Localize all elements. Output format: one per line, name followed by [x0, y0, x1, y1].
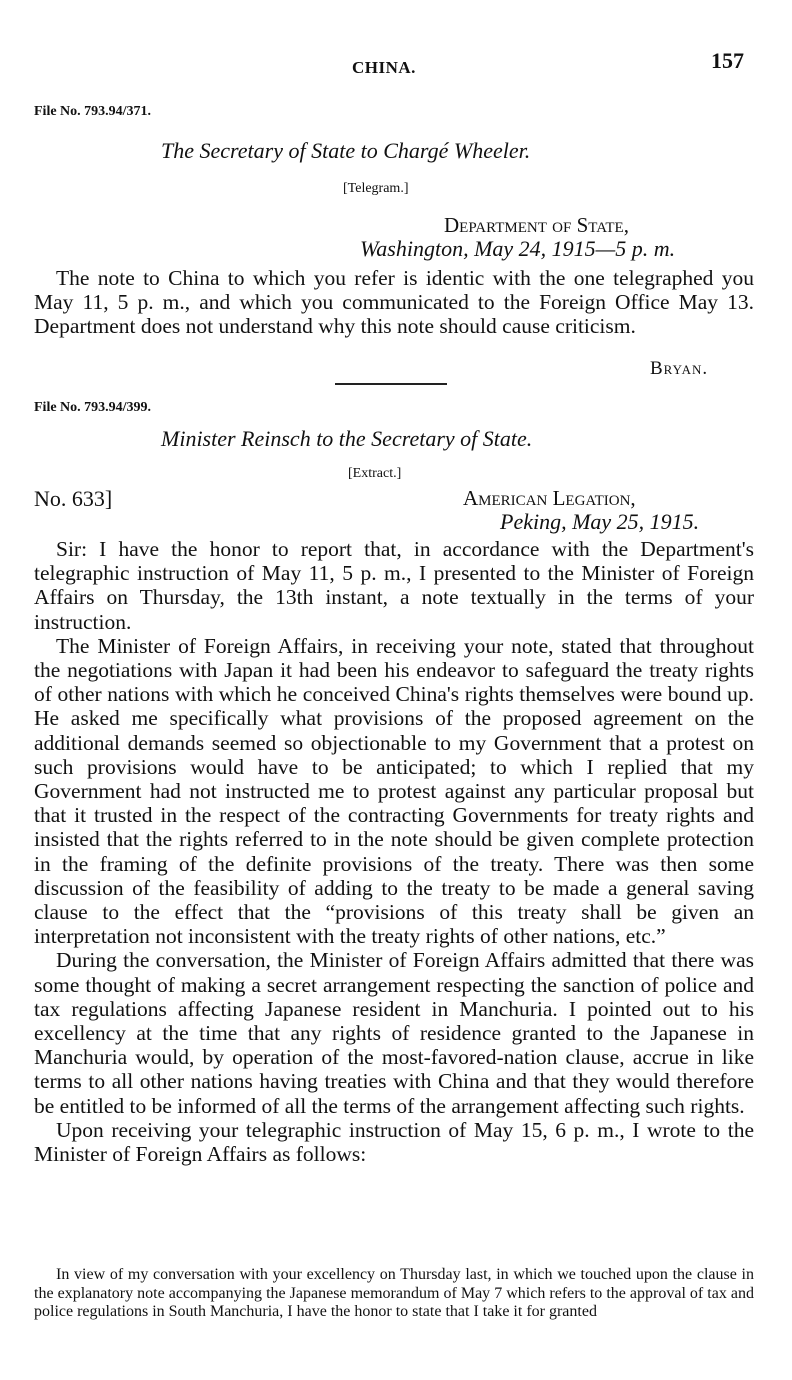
quoted-letter [34, 1266, 754, 1322]
department-line: Department of State, [444, 213, 629, 237]
paragraph-1: Sir: I have the honor to report that, in accordance with the Department's telegraphic instruction of May 11, 5 p. m., I presented to the Minister of Foreign Affairs on Thursday, the 13th instant, a note textually in the terms of your instruction. [34, 537, 754, 634]
telegram-body [34, 266, 754, 339]
telegram-paragraph: The note to China to which you refer is identic with the one telegraphed you May 11, 5 p. m., and which you communicated to the Foreign Office May 13. Department does not understand why this note should cause criticism. [34, 266, 754, 339]
dispatch-body [34, 537, 754, 1166]
section-divider [335, 383, 447, 385]
extract-note: [Extract.] [348, 466, 402, 481]
running-header-title: CHINA. [352, 58, 416, 77]
place-date-2: Peking, May 25, 1915. [500, 509, 700, 534]
letter-heading-1: The Secretary of State to Chargé Wheeler. [161, 138, 531, 163]
paragraph-4: Upon receiving your telegraphic instruction of May 15, 6 p. m., I wrote to the Minister of Foreign Affairs as follows: [34, 1117, 754, 1167]
file-number-2: File No. 793.94/399. [34, 400, 152, 415]
telegram-note: [Telegram.] [343, 181, 409, 196]
paragraph-3: During the conversation, the Minister of Foreign Affairs admitted that there was some thought of making a secret arrangement respecting the sanction of police and tax regulations affecting Japanese resident in Manchuria. I pointed out to his excellency at the time that any rights of residence granted to the Japanese in Manchuria would, by operation of the most-favored-nation clause, accrue in like terms to all other nations having treaties with China and that they would therefore be entitled to be informed of all the terms of the arrangement affecting such rights. [34, 948, 754, 1118]
page-number: 157 [711, 48, 744, 73]
letter-heading-2: Minister Reinsch to the Secretary of State. [161, 426, 533, 451]
signature: Bryan. [650, 358, 709, 379]
file-number-1: File No. 793.94/371. [34, 104, 152, 119]
quoted-paragraph: In view of my conversation with your excellency on Thursday last, in which we touched upon the clause in the explanatory note accompanying the Japanese memorandum of May 7 which refers to the approval of tax and police regulations in South Manchuria, I have the honor to state that I take it for granted [34, 1266, 754, 1321]
paragraph-2: The Minister of Foreign Affairs, in receiving your note, stated that throughout the negotiations with Japan it had been his endeavor to safeguard the treaty rights of other nations with which he conceived China's rights themselves were bound up. He asked me specifically what provisions of the proposed agreement on the additional demands seemed so objectionable to my Government that a protest on such provisions would have to be anticipated; to which I replied that my Government had not instructed me to protest against any particular proposal but that it trusted in the respect of the contracting Governments for treaty rights and insisted that the rights referred to in the note should be given complete protection in the framing of the definite provisions of the treaty. There was then some discussion of the feasibility of adding to the treaty to be made a general saving clause to the effect that the “provisions of this treaty shall be given an interpretation not inconsistent with the treaty rights of other nations, etc.” [34, 633, 754, 949]
legation-line: American Legation, [463, 486, 636, 510]
dispatch-number: No. 633] [34, 486, 113, 511]
place-date-1: Washington, May 24, 1915—5 p. m. [360, 236, 676, 261]
